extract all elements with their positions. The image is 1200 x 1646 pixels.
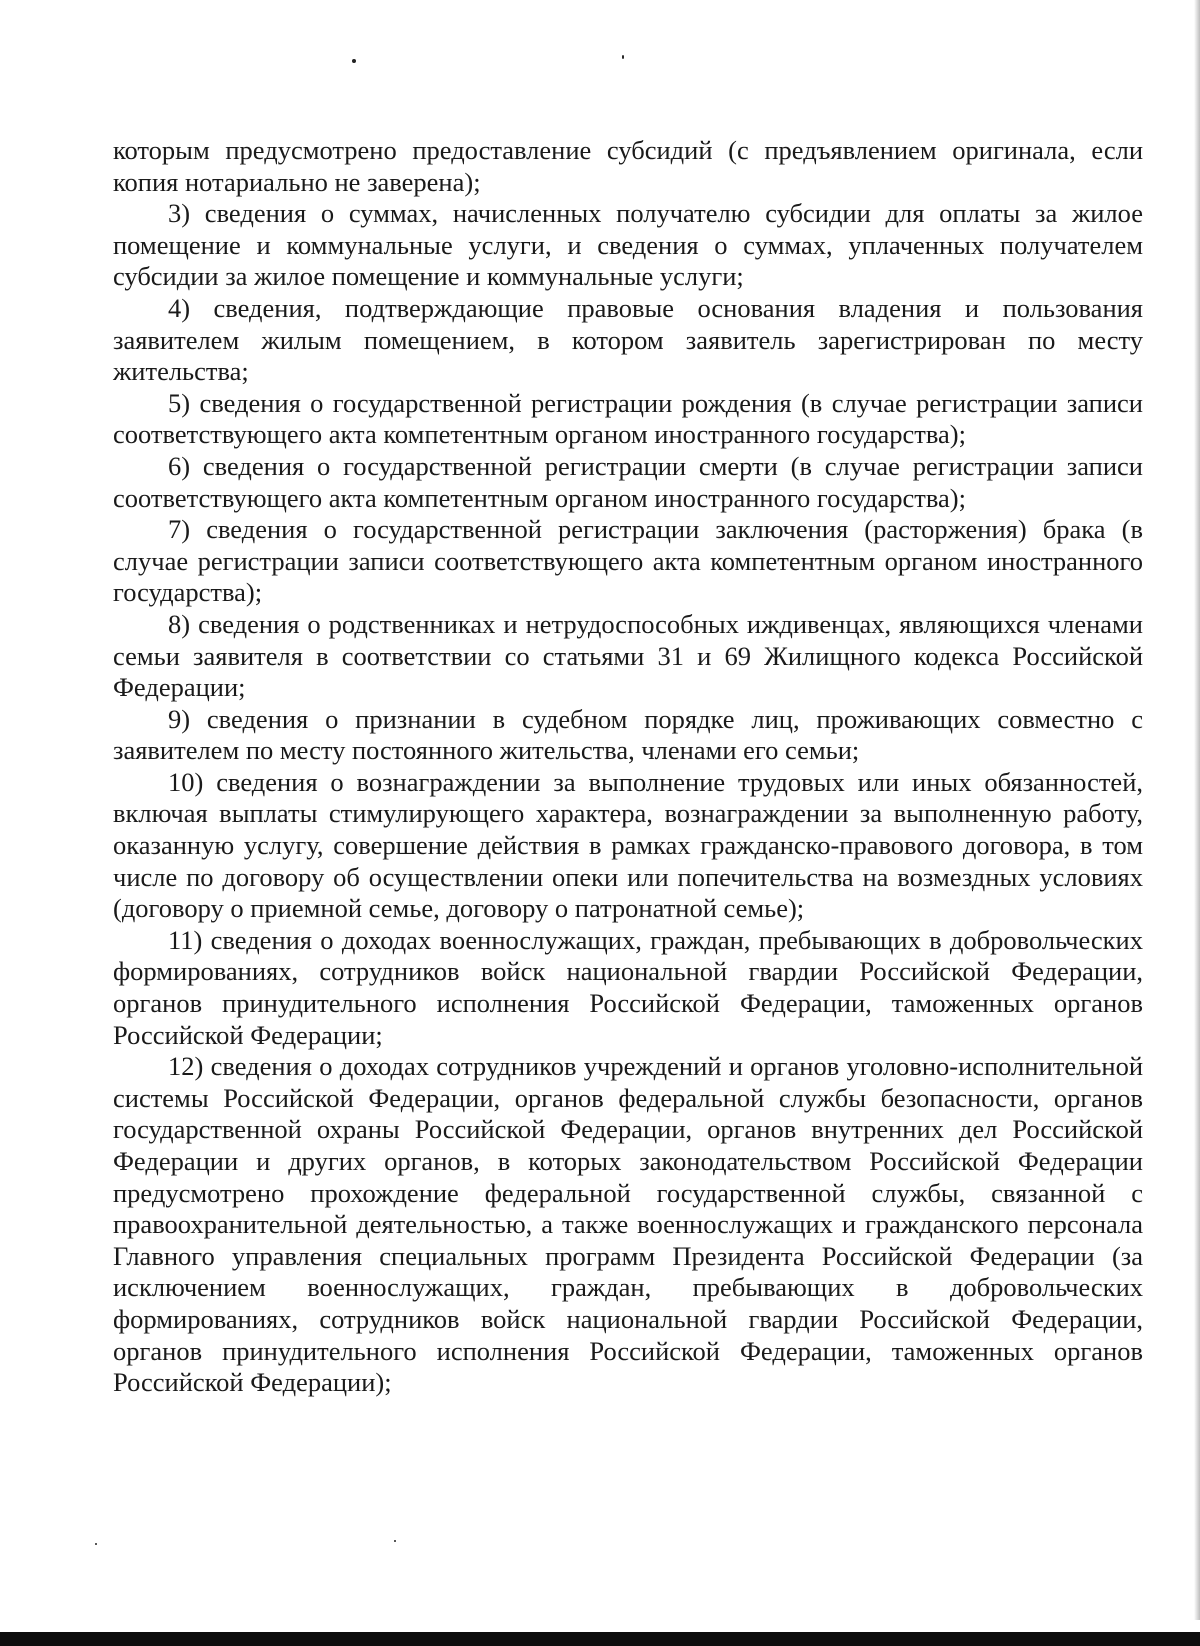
paragraph-item-4: 4) сведения, подтверждающие правовые основания владения и пользования заявителем жилым помещением, в котором заявитель зарегистрирован по месту жительства;: [113, 292, 1143, 387]
scan-bottom-edge: [0, 1632, 1200, 1646]
paragraph-item-5: 5) сведения о государственной регистрации рождения (в случае регистрации записи соответствующего акта компетентным органом иностранного государства);: [113, 387, 1143, 450]
document-body: [113, 135, 1143, 1399]
paragraph-item-3: 3) сведения о суммах, начисленных получателю субсидии для оплаты за жилое помещение и коммунальные услуги, и сведения о суммах, уплаченных получателем субсидии за жилое помещение и коммунальные услуги;: [113, 198, 1143, 292]
scan-right-edge: [1194, 0, 1200, 1620]
paragraph-item-6: 6) сведения о государственной регистрации смерти (в случае регистрации записи соответствующего акта компетентным органом иностранного государства);: [113, 450, 1143, 513]
paragraph-continuation: которым предусмотрено предоставление субсидий (с предъявлением оригинала, если копия нотариально не заверена);: [113, 135, 1143, 197]
paragraph-item-7: 7) сведения о государственной регистрации заключения (расторжения) брака (в случае регистрации записи соответствующего акта компетентным органом иностранного государства);: [113, 514, 1143, 608]
scan-speck: [95, 1543, 97, 1545]
paragraph-item-8: 8) сведения о родственниках и нетрудоспособных иждивенцах, являющихся членами семьи заявителя в соответствии со статьями 31 и 69 Жилищного кодекса Российской Федерации;: [113, 608, 1143, 703]
paragraph-item-10: 10) сведения о вознаграждении за выполнение трудовых или иных обязанностей, включая выплаты стимулирующего характера, вознаграждении за выполненную работу, оказанную услугу, совершение действия в рамках гражданско-правового договора, в том числе по договору об осуществлении опеки или попечительства на возмездных условиях (договору о приемной семье, договору о патронатной семье);: [113, 766, 1143, 924]
paragraph-item-11: 11) сведения о доходах военнослужащих, граждан, пребывающих в добровольческих формированиях, сотрудников войск национальной гвардии Российской Федерации, органов принудительного исполнения Российской Федерации, таможенных органов Российской Федерации;: [113, 924, 1143, 1050]
scan-speck: [394, 1540, 396, 1542]
paragraph-item-12: 12) сведения о доходах сотрудников учреждений и органов уголовно-исполнительной системы Российской Федерации, органов федеральной службы безопасности, органов государственной охраны Российской Федерации, органов внутренних дел Российской Федерации и других органов, в которых законодательством Российской Федерации предусмотрено прохождение федеральной государственной службы, связанной с правоохранительной деятельностью, а также военнослужащих и гражданского персонала Главного управления специальных программ Президента Российской Федерации (за исключением военнослужащих, граждан, пребывающих в добровольческих формированиях, сотрудников войск национальной гвардии Российской Федерации, органов принудительного исполнения Российской Федерации, таможенных органов Российской Федерации);: [113, 1051, 1143, 1398]
scan-speck: [622, 55, 624, 59]
scan-speck: [352, 59, 356, 63]
paragraph-item-9: 9) сведения о признании в судебном порядке лиц, проживающих совместно с заявителем по месту постоянного жительства, членами его семьи;: [113, 703, 1143, 766]
